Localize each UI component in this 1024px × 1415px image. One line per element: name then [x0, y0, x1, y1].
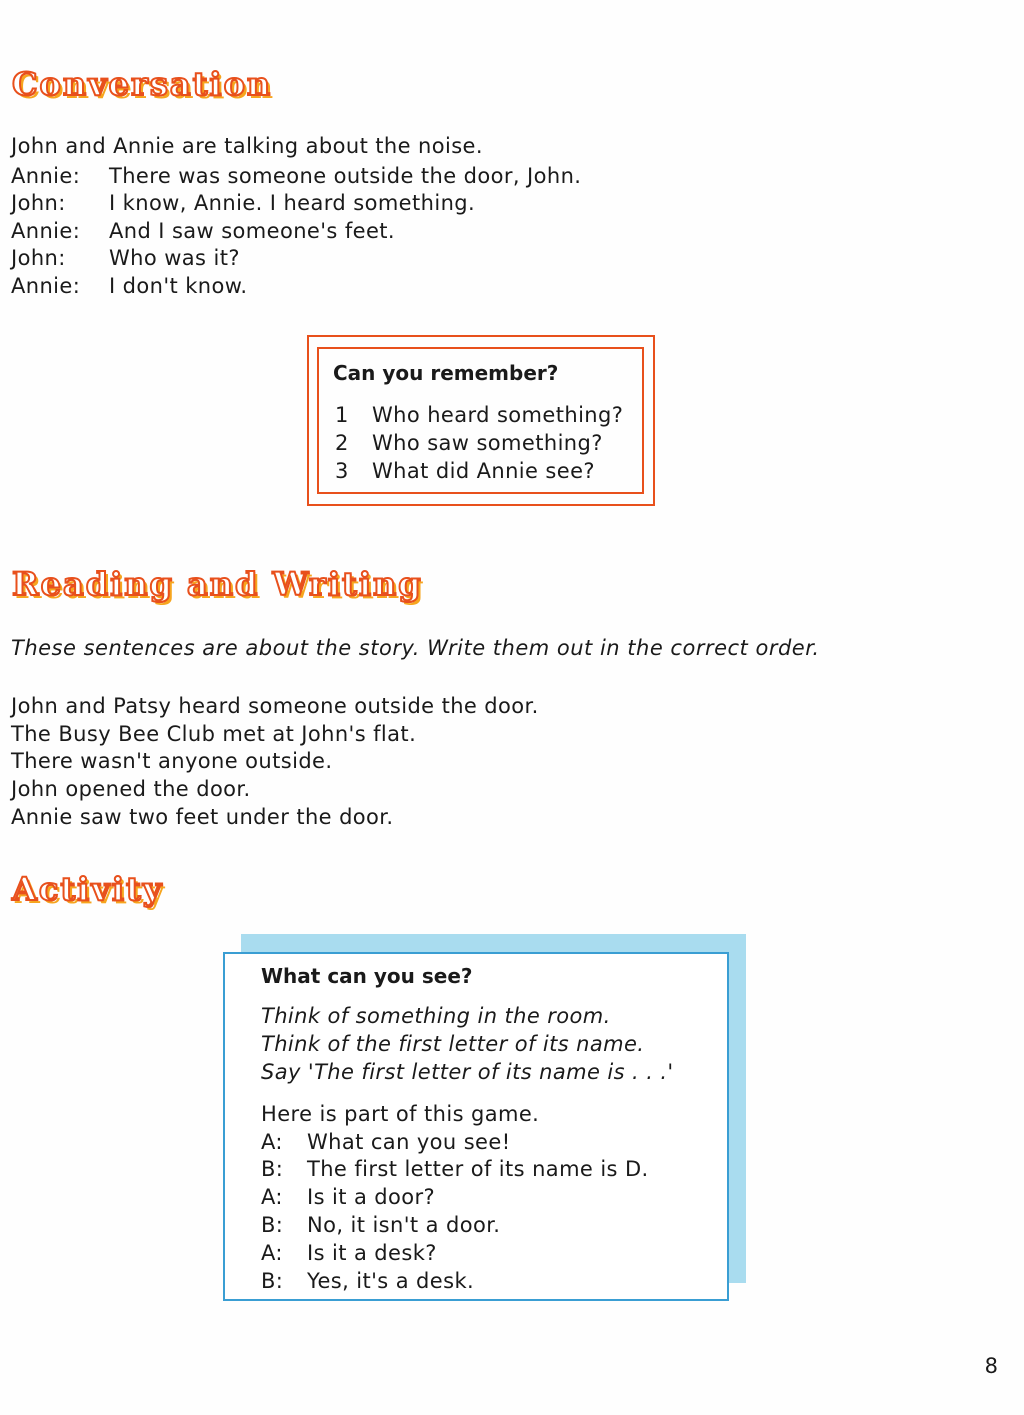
game-speaker: A:: [261, 1185, 283, 1210]
game-text: What can you see!: [307, 1129, 511, 1154]
dialog-text: There was someone outside the door, John.: [109, 163, 582, 188]
dialog-text: Who was it?: [109, 246, 240, 271]
question-number: 3: [335, 459, 349, 483]
remember-box-title: Can you remember?: [333, 361, 559, 385]
question-item: [335, 457, 623, 485]
game-speaker: B:: [261, 1157, 284, 1182]
question-item: [335, 429, 623, 457]
dialog-text: And I saw someone's feet.: [109, 218, 395, 243]
game-line: [261, 1128, 649, 1156]
dialog-line: [11, 217, 581, 245]
game-speaker: B:: [261, 1213, 284, 1238]
game-text: Is it a door?: [307, 1185, 436, 1210]
reading-sentences: [11, 692, 539, 830]
sentence: Annie saw two feet under the door.: [11, 804, 394, 829]
sentence: John opened the door.: [11, 776, 251, 801]
dialog-text: I don't know.: [109, 273, 248, 298]
game-speaker: A:: [261, 1240, 283, 1265]
instruction-line: Think of something in the room.: [261, 1004, 611, 1028]
question-number: 2: [335, 431, 349, 455]
page-number: 8: [984, 1354, 998, 1378]
game-intro: Here is part of this game.: [261, 1101, 540, 1126]
dialog-line: [11, 245, 581, 273]
reading-writing-heading: Reading and Writing: [12, 565, 423, 603]
sentence: John and Patsy heard someone outside the door.: [11, 693, 539, 718]
dialog-speaker: Annie:: [11, 163, 81, 188]
instruction-line: Think of the first letter of its name.: [261, 1032, 645, 1056]
dialog-speaker: Annie:: [11, 273, 81, 298]
game-text: No, it isn't a door.: [307, 1213, 501, 1238]
dialog-speaker: John:: [11, 191, 66, 216]
dialog-line: [11, 162, 581, 190]
conversation-intro: John and Annie are talking about the noise.: [11, 134, 483, 158]
activity-box-title: What can you see?: [261, 964, 473, 988]
activity-instructions: [261, 1002, 674, 1086]
question-item: [335, 401, 623, 429]
dialog-speaker: John:: [11, 246, 66, 271]
dialog-text: I know, Annie. I heard something.: [109, 191, 476, 216]
activity-heading: Activity: [12, 870, 164, 908]
game-speaker: A:: [261, 1129, 283, 1154]
sentence: The Busy Bee Club met at John's flat.: [11, 721, 417, 746]
game-speaker: B:: [261, 1268, 284, 1293]
reading-instruction: These sentences are about the story. Write them out in the correct order.: [11, 636, 820, 660]
question-text: Who saw something?: [372, 431, 603, 455]
activity-box: [223, 952, 729, 1301]
game-line: [261, 1267, 649, 1295]
game-line: [261, 1211, 649, 1239]
dialog-line: [11, 272, 581, 300]
dialog-speaker: Annie:: [11, 218, 81, 243]
dialog-line: [11, 190, 581, 218]
question-text: Who heard something?: [372, 403, 624, 427]
game-example: [261, 1100, 649, 1295]
game-line: [261, 1239, 649, 1267]
question-number: 1: [335, 403, 349, 427]
sentence: There wasn't anyone outside.: [11, 749, 333, 774]
game-text: Is it a desk?: [307, 1240, 437, 1265]
conversation-heading: Conversation: [12, 65, 273, 103]
remember-box: [307, 335, 655, 506]
game-text: The first letter of its name is D.: [307, 1157, 649, 1182]
question-text: What did Annie see?: [372, 459, 595, 483]
game-line: [261, 1183, 649, 1211]
instruction-line: Say 'The first letter of its name is . . .': [261, 1060, 674, 1084]
game-line: [261, 1156, 649, 1184]
remember-questions: [335, 401, 623, 485]
game-text: Yes, it's a desk.: [307, 1268, 475, 1293]
conversation-dialog: [11, 162, 581, 300]
